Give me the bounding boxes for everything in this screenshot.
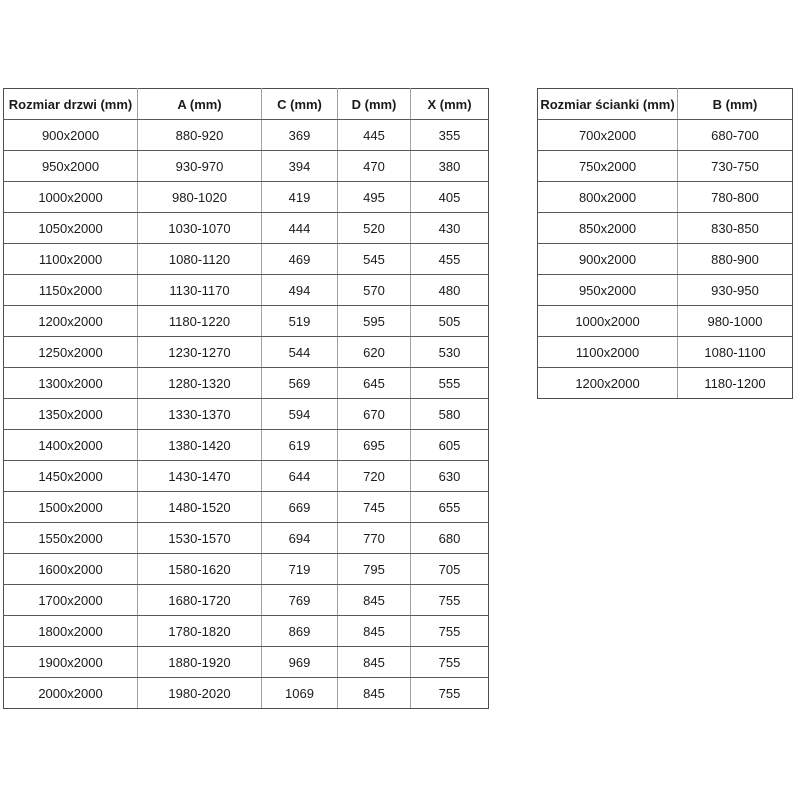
table-cell: 845 — [338, 647, 411, 678]
table-row — [4, 306, 489, 337]
door-dimensions-table — [3, 88, 489, 709]
table-cell: 880-900 — [678, 244, 793, 275]
table-row — [4, 616, 489, 647]
table-cell: 830-850 — [678, 213, 793, 244]
table-row — [538, 151, 793, 182]
table-cell: 544 — [262, 337, 338, 368]
table-cell: 1100x2000 — [538, 337, 678, 368]
table-cell: 355 — [411, 120, 489, 151]
table-cell: 545 — [338, 244, 411, 275]
column-header: B (mm) — [678, 89, 793, 120]
table-cell: 1130-1170 — [138, 275, 262, 306]
table-cell: 695 — [338, 430, 411, 461]
table-cell: 845 — [338, 585, 411, 616]
table-cell: 1230-1270 — [138, 337, 262, 368]
table-cell: 645 — [338, 368, 411, 399]
table-cell: 620 — [338, 337, 411, 368]
table-cell: 1980-2020 — [138, 678, 262, 709]
table-cell: 755 — [411, 585, 489, 616]
table-cell: 1400x2000 — [4, 430, 138, 461]
table-row — [4, 337, 489, 368]
table-cell: 569 — [262, 368, 338, 399]
table-cell: 405 — [411, 182, 489, 213]
table-cell: 1380-1420 — [138, 430, 262, 461]
wall-dimensions-table — [537, 88, 793, 399]
table-row — [4, 244, 489, 275]
table-cell: 755 — [411, 616, 489, 647]
column-header: D (mm) — [338, 89, 411, 120]
table-row — [4, 368, 489, 399]
table-row — [4, 678, 489, 709]
table-cell: 720 — [338, 461, 411, 492]
table-row — [4, 275, 489, 306]
table-row — [4, 399, 489, 430]
table-cell: 1430-1470 — [138, 461, 262, 492]
table-cell: 1200x2000 — [4, 306, 138, 337]
table-cell: 1200x2000 — [538, 368, 678, 399]
table-cell: 950x2000 — [538, 275, 678, 306]
table-row — [538, 368, 793, 399]
table-cell: 694 — [262, 523, 338, 554]
table-cell: 519 — [262, 306, 338, 337]
table-row — [4, 182, 489, 213]
table-cell: 880-920 — [138, 120, 262, 151]
table-cell: 1030-1070 — [138, 213, 262, 244]
table-row — [538, 120, 793, 151]
table-cell: 469 — [262, 244, 338, 275]
table-cell: 655 — [411, 492, 489, 523]
table-cell: 1150x2000 — [4, 275, 138, 306]
table-cell: 1000x2000 — [4, 182, 138, 213]
table-cell: 1100x2000 — [4, 244, 138, 275]
table-cell: 619 — [262, 430, 338, 461]
table-row — [4, 213, 489, 244]
table-cell: 530 — [411, 337, 489, 368]
table-cell: 795 — [338, 554, 411, 585]
table-cell: 595 — [338, 306, 411, 337]
table-row — [4, 523, 489, 554]
column-header: Rozmiar ścianki (mm) — [538, 89, 678, 120]
table-row — [4, 120, 489, 151]
table-cell: 670 — [338, 399, 411, 430]
table-cell: 1500x2000 — [4, 492, 138, 523]
table-cell: 755 — [411, 678, 489, 709]
table-cell: 419 — [262, 182, 338, 213]
table-cell: 930-950 — [678, 275, 793, 306]
table-row — [538, 337, 793, 368]
table-cell: 845 — [338, 616, 411, 647]
header-row — [4, 89, 489, 120]
table-cell: 950x2000 — [4, 151, 138, 182]
table-cell: 470 — [338, 151, 411, 182]
table-cell: 755 — [411, 647, 489, 678]
table-cell: 669 — [262, 492, 338, 523]
table-cell: 780-800 — [678, 182, 793, 213]
table-cell: 750x2000 — [538, 151, 678, 182]
table-cell: 520 — [338, 213, 411, 244]
table-cell: 1180-1200 — [678, 368, 793, 399]
table-cell: 1700x2000 — [4, 585, 138, 616]
column-header: C (mm) — [262, 89, 338, 120]
table-cell: 869 — [262, 616, 338, 647]
table-cell: 644 — [262, 461, 338, 492]
table-row — [4, 151, 489, 182]
table-cell: 1450x2000 — [4, 461, 138, 492]
table-cell: 2000x2000 — [4, 678, 138, 709]
table-row — [538, 244, 793, 275]
table-cell: 605 — [411, 430, 489, 461]
table-cell: 705 — [411, 554, 489, 585]
table-cell: 495 — [338, 182, 411, 213]
table-cell: 380 — [411, 151, 489, 182]
table-cell: 369 — [262, 120, 338, 151]
table-cell: 594 — [262, 399, 338, 430]
table-cell: 1280-1320 — [138, 368, 262, 399]
table-cell: 1350x2000 — [4, 399, 138, 430]
table-cell: 494 — [262, 275, 338, 306]
table-cell: 1000x2000 — [538, 306, 678, 337]
table-cell: 480 — [411, 275, 489, 306]
table-row — [4, 554, 489, 585]
table-cell: 1300x2000 — [4, 368, 138, 399]
table-cell: 1600x2000 — [4, 554, 138, 585]
table-row — [4, 461, 489, 492]
table-cell: 680 — [411, 523, 489, 554]
table-cell: 1080-1120 — [138, 244, 262, 275]
table-cell: 700x2000 — [538, 120, 678, 151]
table-cell: 745 — [338, 492, 411, 523]
table-cell: 1250x2000 — [4, 337, 138, 368]
table-cell: 1780-1820 — [138, 616, 262, 647]
table-cell: 845 — [338, 678, 411, 709]
table-cell: 1180-1220 — [138, 306, 262, 337]
table-cell: 850x2000 — [538, 213, 678, 244]
table-cell: 505 — [411, 306, 489, 337]
table-cell: 1480-1520 — [138, 492, 262, 523]
column-header: Rozmiar drzwi (mm) — [4, 89, 138, 120]
table-cell: 1900x2000 — [4, 647, 138, 678]
table-cell: 1530-1570 — [138, 523, 262, 554]
table-row — [538, 213, 793, 244]
header-row — [538, 89, 793, 120]
table-cell: 980-1020 — [138, 182, 262, 213]
table-cell: 394 — [262, 151, 338, 182]
table-row — [4, 430, 489, 461]
table-cell: 430 — [411, 213, 489, 244]
table-cell: 1069 — [262, 678, 338, 709]
table-cell: 769 — [262, 585, 338, 616]
table-cell: 444 — [262, 213, 338, 244]
table-cell: 730-750 — [678, 151, 793, 182]
table-row — [538, 182, 793, 213]
table-cell: 980-1000 — [678, 306, 793, 337]
table-cell: 680-700 — [678, 120, 793, 151]
table-row — [538, 275, 793, 306]
table-cell: 969 — [262, 647, 338, 678]
table-cell: 800x2000 — [538, 182, 678, 213]
table-cell: 719 — [262, 554, 338, 585]
table-cell: 570 — [338, 275, 411, 306]
table-row — [4, 585, 489, 616]
table-cell: 930-970 — [138, 151, 262, 182]
table-cell: 455 — [411, 244, 489, 275]
table-cell: 1080-1100 — [678, 337, 793, 368]
table-cell: 555 — [411, 368, 489, 399]
table-cell: 1680-1720 — [138, 585, 262, 616]
table-row — [4, 647, 489, 678]
table-cell: 1880-1920 — [138, 647, 262, 678]
table-cell: 1330-1370 — [138, 399, 262, 430]
table-row — [538, 306, 793, 337]
table-cell: 900x2000 — [4, 120, 138, 151]
table-cell: 1800x2000 — [4, 616, 138, 647]
column-header: A (mm) — [138, 89, 262, 120]
table-cell: 1580-1620 — [138, 554, 262, 585]
table-cell: 900x2000 — [538, 244, 678, 275]
table-row — [4, 492, 489, 523]
table-cell: 1550x2000 — [4, 523, 138, 554]
table-cell: 770 — [338, 523, 411, 554]
table-cell: 445 — [338, 120, 411, 151]
table-cell: 580 — [411, 399, 489, 430]
column-header: X (mm) — [411, 89, 489, 120]
table-cell: 630 — [411, 461, 489, 492]
table-cell: 1050x2000 — [4, 213, 138, 244]
